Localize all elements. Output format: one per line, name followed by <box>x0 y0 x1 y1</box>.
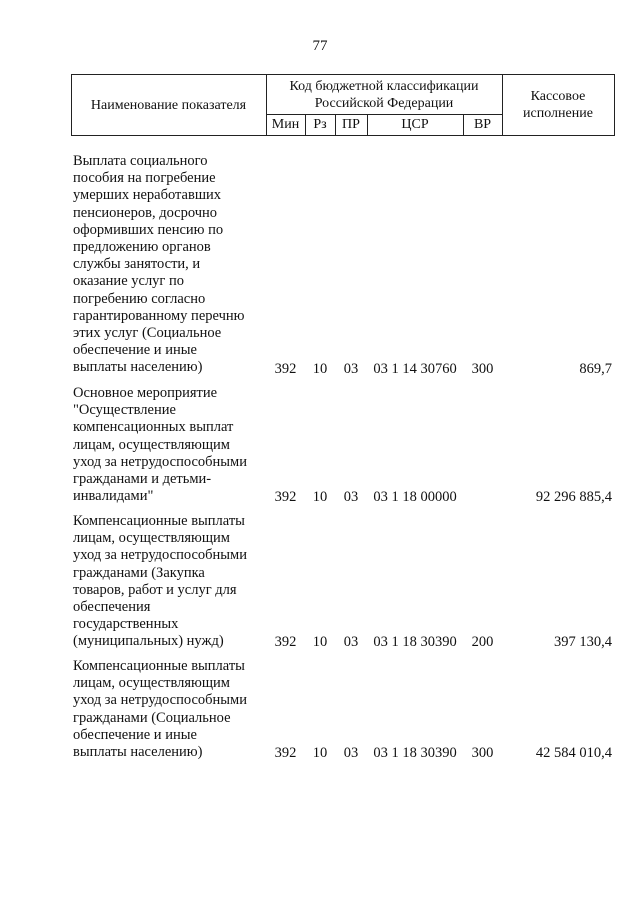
table-row <box>71 513 615 651</box>
row-name: Выплата социального пособия на погребение умерших неработавших пенсионеров, досрочно оформивших пенсию по предложению органов службы занятости, и оказание услуг по погребению согласно гарантированному перечню этих услуг (Социальное обеспечение и иные выплаты населению) <box>73 153 245 376</box>
row-name: Основное мероприятие "Осуществление компенсационных выплат лицам, осуществляющим уход за нетрудоспособными гражданами и детьми- инвалидами" <box>73 385 247 505</box>
row-min: 392 <box>274 633 297 650</box>
header-min-label: Мин <box>271 117 300 132</box>
row-vr: 300 <box>471 360 494 377</box>
row-vr: 200 <box>471 633 494 650</box>
row-min: 392 <box>274 360 297 377</box>
header-code-label: Код бюджетной классификации Российской Федерации <box>289 78 479 111</box>
header-vr-label: ВР <box>473 117 492 132</box>
table-row <box>71 385 615 506</box>
row-min: 392 <box>274 744 297 761</box>
header-name-label: Наименование показателя <box>90 97 247 113</box>
row-amount: 869,7 <box>579 360 612 377</box>
row-amount: 397 130,4 <box>554 633 612 650</box>
row-rz: 10 <box>312 488 328 505</box>
row-vr: 300 <box>471 744 494 761</box>
table-header <box>71 74 615 136</box>
row-rz: 10 <box>312 360 328 377</box>
row-pr: 03 <box>343 488 359 505</box>
row-amount: 42 584 010,4 <box>535 744 612 761</box>
table-row <box>71 658 615 762</box>
row-rz: 10 <box>312 633 328 650</box>
row-csr: 03 1 18 30390 <box>373 744 457 761</box>
row-pr: 03 <box>343 744 359 761</box>
row-csr: 03 1 18 30390 <box>373 633 457 650</box>
row-min: 392 <box>274 488 297 505</box>
row-csr: 03 1 18 00000 <box>373 488 457 505</box>
row-amount: 92 296 885,4 <box>535 488 612 505</box>
page-number: 77 <box>312 38 328 54</box>
header-pr-label: ПР <box>342 117 360 132</box>
row-name: Компенсационные выплаты лицам, осуществляющим уход за нетрудоспособными гражданами (Социальное обеспечение и иные выплаты населению) <box>73 658 247 761</box>
header-amount-label: Кассовое исполнение <box>523 89 593 121</box>
row-pr: 03 <box>343 360 359 377</box>
header-border-right <box>614 75 615 135</box>
header-rz-label: Рз <box>313 117 327 132</box>
row-name: Компенсационные выплаты лицам, осуществляющим уход за нетрудоспособными гражданами (Закупка товаров, работ и услуг для обеспечения государственных (муниципальных) нужд) <box>73 513 247 650</box>
row-pr: 03 <box>343 633 359 650</box>
header-csr-label: ЦСР <box>401 117 429 132</box>
table-row <box>71 153 615 378</box>
row-csr: 03 1 14 30760 <box>373 360 457 377</box>
row-rz: 10 <box>312 744 328 761</box>
